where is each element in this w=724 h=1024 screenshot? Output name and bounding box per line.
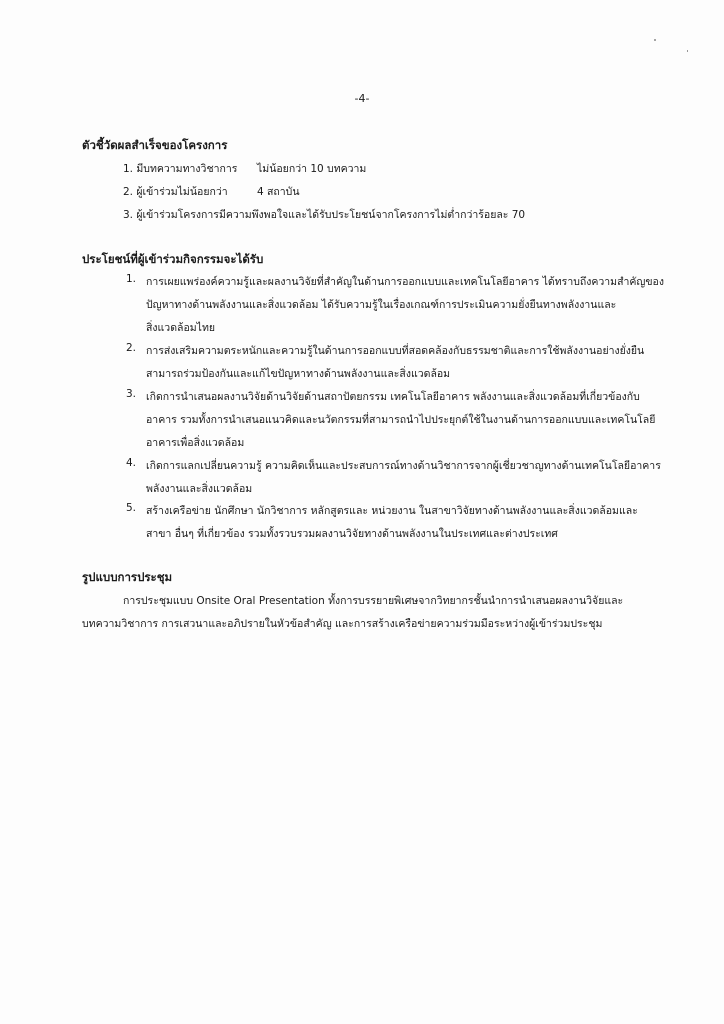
kpi-label: 1. มีบทความทางวิชาการ (123, 163, 238, 175)
benefit-line: สิ่งแวดล้อมไทย (146, 322, 216, 334)
benefit-number: 4. (126, 457, 137, 469)
kpi-item (123, 206, 525, 223)
kpi-value: ไม่น้อยกว่า 10 บทความ (257, 163, 367, 175)
page-number: -4- (354, 92, 370, 105)
benefit-number: 1. (126, 273, 137, 285)
benefit-line: สามารถร่วมป้องกันและแก้ไขปัญหาทางด้านพลังงานและสิ่งแวดล้อม (146, 368, 451, 380)
benefit-line: สร้างเครือข่าย นักศึกษา นักวิชาการ หลักสูตรและ หน่วยงาน ในสาขาวิจัยทางด้านพลังงานและสิ่งแวดล้อมและ (146, 505, 638, 517)
kpi-label: 3. ผู้เข้าร่วมโครงการมีความพึงพอใจและได้รับประโยชน์จากโครงการไม่ต่ำกว่าร้อยละ 70 (123, 209, 526, 221)
benefit-line: เกิดการนำเสนอผลงานวิจัยด้านวิจัยด้านสถาปัตยกรรม เทคโนโลยีอาคาร พลังงานและสิ่งแวดล้อมที่เกี่ยวข้องกับ (146, 391, 640, 403)
scan-speck (687, 50, 688, 52)
format-line: การประชุมแบบ Onsite Oral Presentation ทั้งการบรรยายพิเศษจากวิทยากรชั้นนำการนำเสนอผลงานวิจัยและ (123, 595, 624, 607)
kpi-value: 4 สถาบัน (257, 186, 300, 198)
kpi-item (123, 183, 300, 200)
benefit-number: 3. (126, 388, 137, 400)
benefit-number: 5. (126, 502, 137, 514)
kpi-heading: ตัวชี้วัดผลสำเร็จของโครงการ (82, 138, 228, 152)
benefit-line: พลังงานและสิ่งแวดล้อม (146, 483, 253, 495)
kpi-label: 2. ผู้เข้าร่วมไม่น้อยกว่า (123, 186, 228, 198)
benefit-line: ปัญหาทางด้านพลังงานและสิ่งแวดล้อม ได้รับความรู้ในเรื่องเกณฑ์การประเมินความยั่งยืนทางพลังงานและ (146, 299, 617, 311)
benefit-line: อาคารเพื่อสิ่งแวดล้อม (146, 437, 245, 449)
benefit-line: การเผยแพร่องค์ความรู้และผลงานวิจัยที่สำคัญในด้านการออกแบบและเทคโนโลยีอาคาร ได้ทราบถึงความสำคัญของ (146, 276, 664, 288)
kpi-item (123, 160, 367, 177)
format-line: บทความวิชาการ การเสวนาและอภิปรายในหัวข้อสำคัญ และการสร้างเครือข่ายความร่วมมือระหว่างผู้เข้าร่วมประชุม (82, 618, 603, 630)
benefit-number: 2. (126, 342, 137, 354)
benefit-line: เกิดการแลกเปลี่ยนความรู้ ความคิดเห็นและประสบการณ์ทางด้านวิชาการจากผู้เชี่ยวชาญทางด้านเทคโนโลยีอาคาร (146, 460, 661, 472)
benefit-line: อาคาร รวมทั้งการนำเสนอแนวคิดและนวัตกรรมที่สามารถนำไปประยุกต์ใช้ในงานด้านการออกแบบและเทคโนโลยี (146, 414, 656, 426)
benefit-line: การส่งเสริมความตระหนักและความรู้ในด้านการออกแบบที่สอดคล้องกับธรรมชาติและการใช้พลังงานอย่างยั่งยืน (146, 345, 645, 357)
benefit-line: สาขา อื่นๆ ที่เกี่ยวข้อง รวมทั้งรวบรวมผลงานวิจัยทางด้านพลังงานในประเทศและต่างประเทศ (146, 528, 558, 540)
scan-speck (654, 39, 656, 41)
format-heading: รูปแบบการประชุม (82, 570, 173, 584)
benefits-heading: ประโยชน์ที่ผู้เข้าร่วมกิจกรรมจะได้รับ (82, 252, 264, 266)
